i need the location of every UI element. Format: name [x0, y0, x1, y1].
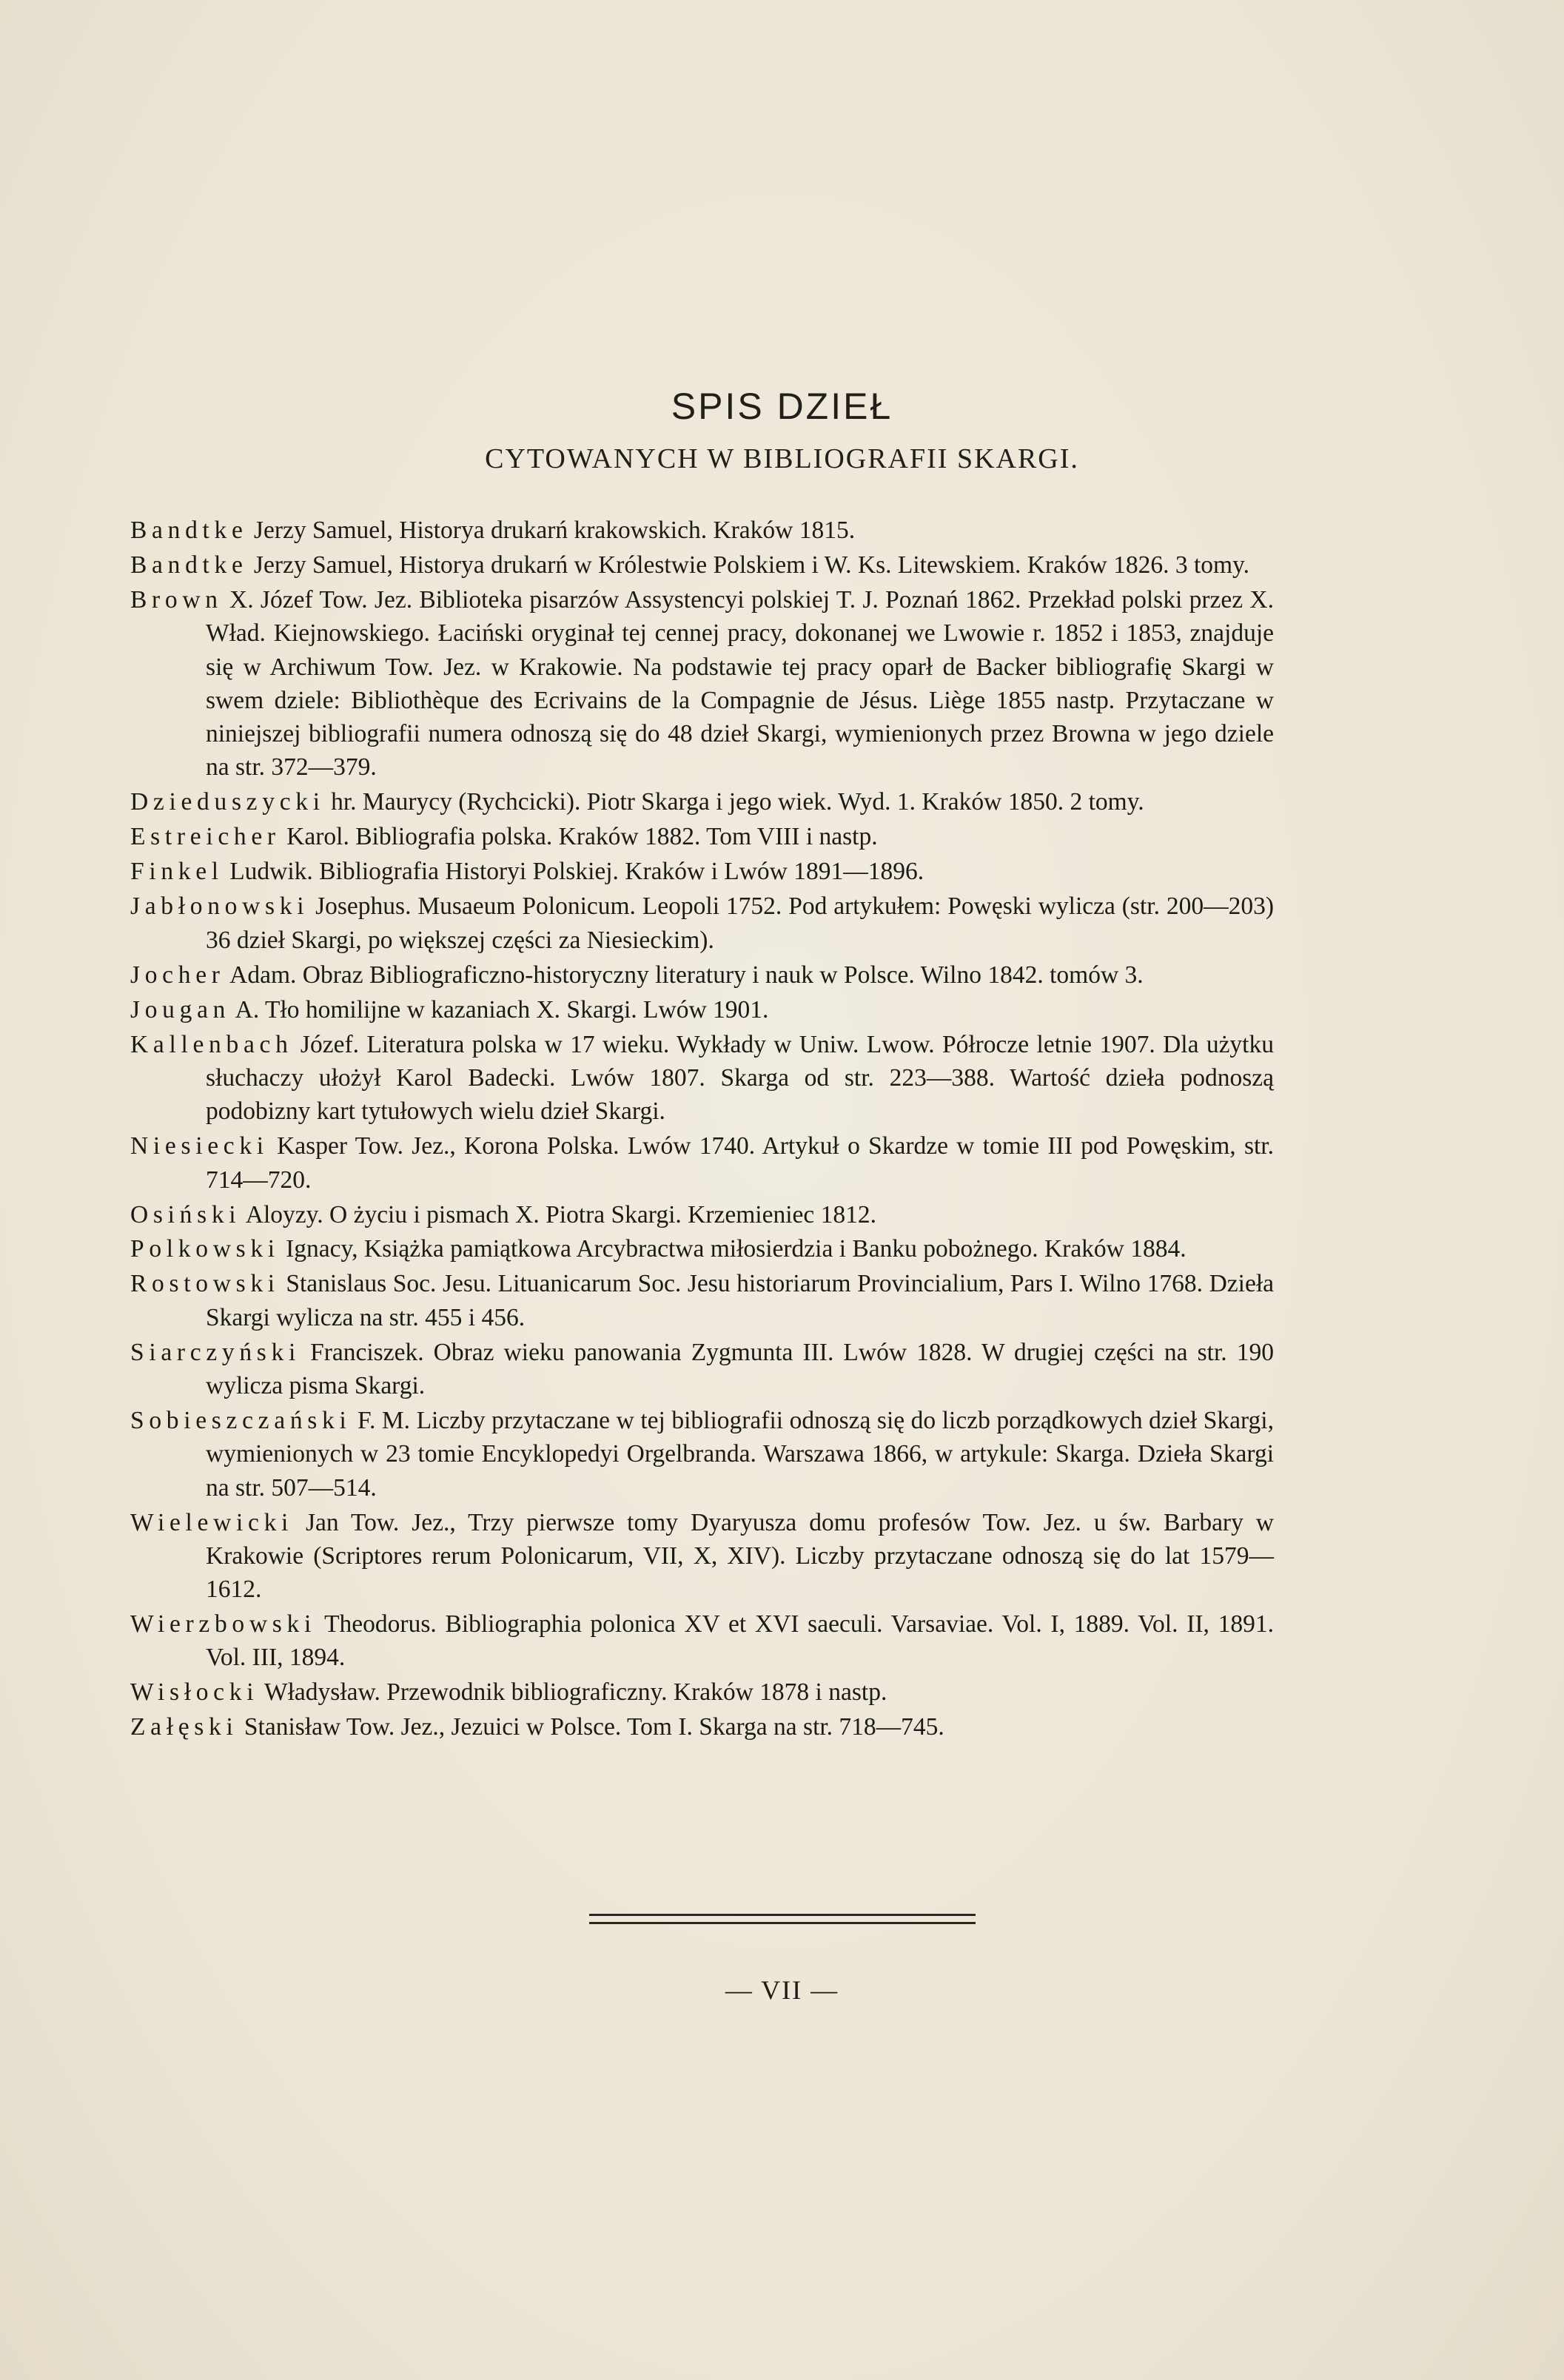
entry-text: Stanislaus Soc. Jesu. Lituanicarum Soc. Jesu historiarum Provincialium, Pars I. Wilno 1768. Dzieła Skargi wylicza na str. 455 i 456. [206, 1270, 1274, 1331]
entry-text: Karol. Bibliografia polska. Kraków 1882. Tom VIII i nastp. [280, 823, 878, 851]
bibliography-entry [130, 514, 1274, 547]
entry-author: Kallenbach [130, 1030, 293, 1058]
entry-author: Finkel [130, 858, 224, 886]
bibliography-entry [130, 583, 1274, 784]
page-number: — VII — [725, 1975, 839, 2005]
entry-author: Jabłonowski [130, 892, 309, 921]
entry-text: Ludwik. Bibliografia Historyi Polskiej. Kraków i Lwów 1891—1896. [223, 858, 924, 886]
double-rule-top [589, 1914, 976, 1916]
bibliography-entry [130, 1404, 1274, 1505]
entry-text: Ignacy, Książka pamiątkowa Arcybractwa miłosierdzia i Banku pobożnego. Kraków 1884. [279, 1235, 1187, 1263]
entry-author: Jocher [130, 961, 225, 989]
bibliography-entry [130, 993, 1274, 1026]
entry-author: Sobieszczański [130, 1407, 352, 1435]
entry-author: Jougan [130, 995, 231, 1023]
entry-text: Kasper Tow. Jez., Korona Polska. Lwów 1740. Artykuł o Skardze w tomie III pod Powęskim, str. 714—720. [206, 1132, 1274, 1194]
bibliography-entry [130, 1267, 1274, 1334]
bibliography-entry [130, 1506, 1274, 1607]
entry-author: Niesiecki [130, 1132, 269, 1160]
bibliography-entry [130, 1232, 1274, 1265]
entry-author: Załęski [130, 1713, 238, 1741]
entry-author: Estreicher [130, 823, 281, 851]
bibliography-entry [130, 548, 1274, 582]
bibliography-entry [130, 1675, 1274, 1709]
entry-author: Siarczyński [130, 1338, 301, 1366]
double-rule-bottom [589, 1922, 976, 1924]
entry-author: Wisłocki [130, 1678, 259, 1707]
entry-text: Adam. Obraz Bibliograficzno-historyczny literatury i nauk w Polsce. Wilno 1842. tomów 3. [224, 961, 1144, 989]
entry-author: Bandtke [130, 551, 248, 579]
entry-text: Aloyzy. O życiu i pismach X. Piotra Skargi. Krzemieniec 1812. [241, 1200, 876, 1228]
entry-author: Rostowski [130, 1270, 280, 1298]
entry-author: Polkowski [130, 1235, 280, 1263]
entry-text: Stanisław Tow. Jez., Jezuici w Polsce. Tom I. Skarga na str. 718—745. [238, 1713, 944, 1741]
entry-author: Osiński [130, 1200, 241, 1228]
entry-text: Jan Tow. Jez., Trzy pierwsze tomy Dyaryusza domu profesów Tow. Jez. u św. Barbary w Krakowie (Scriptores rerum Polonicarum, VII, X, XIV). Liczby przytaczane odnoszą się do lat 1579—1612. [206, 1508, 1274, 1604]
bibliography-entry [130, 890, 1274, 957]
entry-text: Władysław. Przewodnik bibliograficzny. Kraków 1878 i nastp. [258, 1678, 887, 1707]
entry-author: Brown [130, 585, 223, 614]
bibliography-entry [130, 855, 1274, 888]
bibliography-entry [130, 1129, 1274, 1197]
bibliography-entry [130, 820, 1274, 853]
entry-text: A. Tło homilijne w kazaniach X. Skargi. Lwów 1901. [230, 995, 769, 1023]
entry-text: Josephus. Musaeum Polonicum. Leopoli 1752. Pod artykułem: Powęski wylicza (str. 200—203) 36 dzieł Skargi, po większej części za Niesieckim). [206, 892, 1274, 954]
bibliography-entry [130, 1710, 1274, 1744]
entry-text: hr. Maurycy (Rychcicki). Piotr Skarga i jego wiek. Wyd. 1. Kraków 1850. 2 tomy. [324, 788, 1144, 816]
entry-author: Wielewicki [130, 1508, 294, 1536]
entry-text: Józef. Literatura polska w 17 wieku. Wykłady w Uniw. Lwow. Półrocze letnie 1907. Dla użytku słuchaczy ułożył Karol Badecki. Lwów 1807. Skarga od str. 223—388. Wartość dzieła podnoszą podobizny kart tytułowych wielu dzieł Skargi. [206, 1030, 1274, 1126]
entry-text: Jerzy Samuel, Historya drukarń w Królestwie Polskiem i W. Ks. Litewskiem. Kraków 1826. 3 tomy. [247, 551, 1250, 579]
bibliography-entry [130, 1336, 1274, 1403]
entry-text: Jerzy Samuel, Historya drukarń krakowskich. Kraków 1815. [247, 517, 856, 544]
entry-text: Theodorus. Bibliographia polonica XV et XVI saeculi. Varsaviae. Vol. I, 1889. Vol. II, 1891. Vol. III, 1894. [206, 1610, 1274, 1672]
bibliography-entry [130, 958, 1274, 992]
entry-text: Franciszek. Obraz wieku panowania Zygmunta III. Lwów 1828. W drugiej części na str. 190 wylicza pisma Skargi. [206, 1338, 1274, 1400]
bibliography-list [130, 514, 1274, 1745]
bibliography-entry [130, 1607, 1274, 1675]
entry-author: Wierzbowski [130, 1610, 316, 1638]
entry-text: X. Józef Tow. Jez. Biblioteka pisarzów Assystencyi polskiej T. J. Poznań 1862. Przekład polski przez X. Wład. Kiejnowskiego. Łaciński oryginał tej cennej pracy, dokonanej we Lwowie r. 1852 i 1853, znajduje się w Archiwum Tow. Jez. w Krakowie. Na podstawie tej pracy oparł de Backer bibliografię Skargi w swem dziele: Bibliothèque des Ecrivains de la Compagnie de Jésus. Liège 1855 nastp. Przytaczane w niniejszej bibliografii numera odnoszą się do 48 dzieł Skargi, wymienionych przez Browna w jego dziele na str. 372—379. [206, 585, 1274, 781]
bibliography-entry [130, 1198, 1274, 1231]
entry-author: Bandtke [130, 517, 248, 544]
page-subtitle: CYTOWANYCH W BIBLIOGRAFII SKARGI. [485, 443, 1079, 474]
entry-author: Dzieduszycki [130, 788, 325, 816]
entry-text: F. M. Liczby przytaczane w tej bibliografii odnoszą się do liczb porządkowych dzieł Skargi, wymienionych w 23 tomie Encyklopedyi Orgelbranda. Warszawa 1866, w artykule: Skarga. Dzieła Skargi na str. 507—514. [206, 1407, 1274, 1502]
bibliography-entry [130, 785, 1274, 818]
page-title: SPIS DZIEŁ [671, 386, 893, 427]
bibliography-entry [130, 1028, 1274, 1129]
